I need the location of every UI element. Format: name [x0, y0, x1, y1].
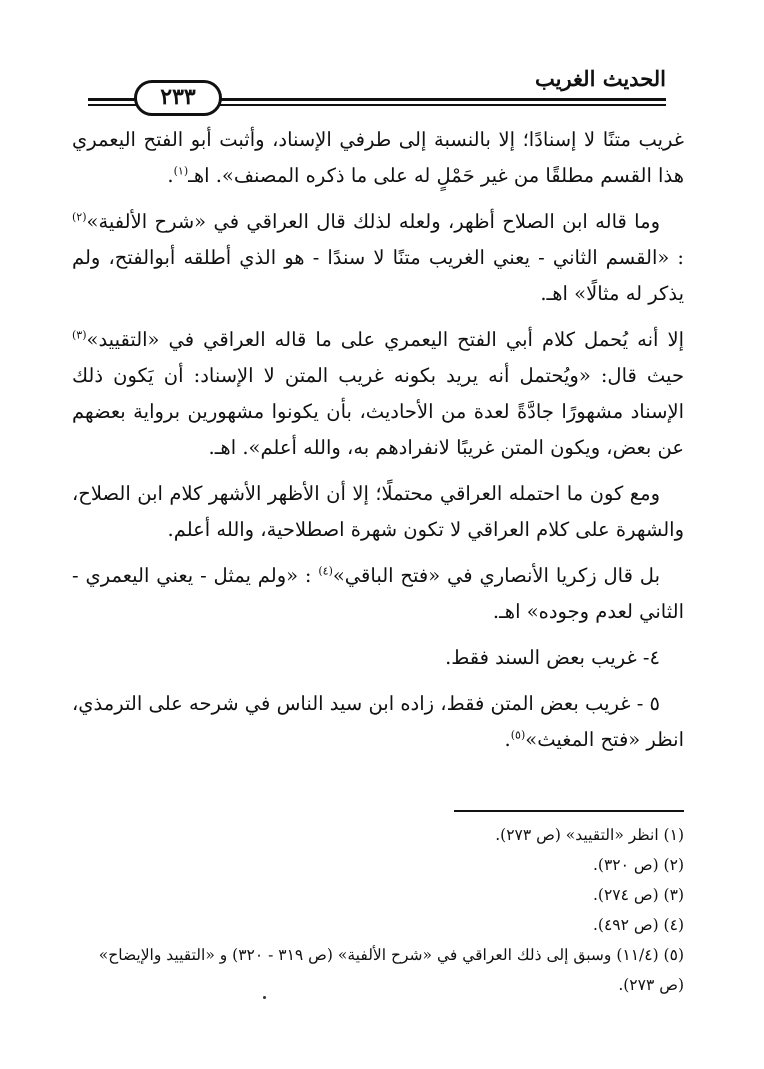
footnote-4: (٤) (ص ٤٩٢). [592, 916, 684, 934]
paragraph-2 [72, 204, 684, 312]
footnote-1: (١) انظر «التقييد» (ص ٢٧٣). [495, 826, 684, 844]
paragraph-5 [72, 558, 684, 630]
list-item-4 [72, 640, 684, 676]
footnote-ref-4[interactable]: (٤) [318, 564, 333, 578]
paragraph-5-text-a: بل قال زكريا الأنصاري في «فتح الباقي» [332, 564, 661, 587]
footnote-ref-2[interactable]: (٢) [72, 210, 87, 224]
paragraph-5-text-b: : «ولم يمثل - يعني اليعمري - الثاني لعدم وجوده» اهـ. [72, 564, 684, 623]
paragraph-3-text-b: حيث قال: «ويُحتمل أنه يريد بكونه غريب المتن لا الإسناد: أن يَكون ذلك الإسناد مشهورًا جادَّةً لعدة من الأحاديث، بأن يكونوا مشهورين برواية بعضهم عن بعض، ويكون المتن غريبًا لانفرادهم به، والله أعلم». اهـ. [72, 364, 684, 459]
list-item-4-text: ٤- غريب بعض السند فقط. [445, 646, 660, 669]
footnote-ref-3[interactable]: (٣) [72, 328, 87, 342]
footnote-5: (٥) (١١/٤) وسبق إلى ذلك العراقي في «شرح الألفية» (ص ٣١٩ - ٣٢٠) و «التقييد والإيضاح» (ص ٢٧٣). [98, 946, 684, 994]
footnotes [74, 820, 684, 1000]
paragraph-4-text: ومع كون ما احتمله العراقي محتملًا؛ إلا أن الأظهر الأشهر كلام ابن الصلاح، والشهرة على كلام العراقي لا تكون شهرة اصطلاحية، والله أعلم. [72, 482, 684, 541]
paragraph-2-text-a: وما قاله ابن الصلاح أظهر، ولعله لذلك قال العراقي في «شرح الألفية» [86, 210, 660, 233]
footnote-ref-1[interactable]: (١) [173, 164, 189, 178]
footnote-separator [454, 810, 684, 812]
list-item-5-text: ٥ - غريب بعض المتن فقط، زاده ابن سيد الناس في شرحه على الترمذي، انظر «فتح المغيث» [72, 692, 684, 751]
paragraph-3-text-a: إلا أنه يُحمل كلام أبي الفتح اليعمري على ما قاله العراقي في «التقييد» [86, 328, 684, 351]
footnote-2: (٢) (ص ٣٢٠). [592, 856, 684, 874]
paragraph-2-text-b: : «القسم الثاني - يعني الغريب متنًا لا سندًا - هو الذي أطلقه أبوالفتح، ولم يذكر له مثالًا» اهـ. [72, 246, 684, 305]
chapter-title: الحديث الغريب [534, 66, 666, 91]
print-speck [263, 996, 266, 999]
list-item-5: ٥ - غريب بعض المتن فقط، زاده ابن سيد الناس في شرحه على الترمذي، انظر «فتح المغيث»$^{(٥)}$. [72, 692, 684, 751]
paragraph-3 [72, 322, 684, 466]
footnote-3: (٣) (ص ٢٧٤). [592, 886, 684, 904]
body-text [72, 122, 684, 768]
paragraph-4 [72, 476, 684, 548]
paragraph-1: غريب متنًا لا إسنادًا؛ إلا بالنسبة إلى طرفي الإسناد، وأثبت أبو الفتح اليعمري هذا القسم مطلقًا من غير حَمْلٍ له على ما ذكره المصنف». اهـ$^{(١)}$. [72, 128, 684, 187]
footnote-ref-5[interactable]: (٥) [510, 728, 526, 742]
page-number: ٢٣٣ [134, 80, 222, 116]
running-header [88, 66, 666, 126]
paragraph-1-text: غريب متنًا لا إسنادًا؛ إلا بالنسبة إلى طرفي الإسناد، وأثبت أبو الفتح اليعمري هذا القسم مطلقًا من غير حَمْلٍ له على ما ذكره المصنف». اهـ [72, 128, 684, 187]
